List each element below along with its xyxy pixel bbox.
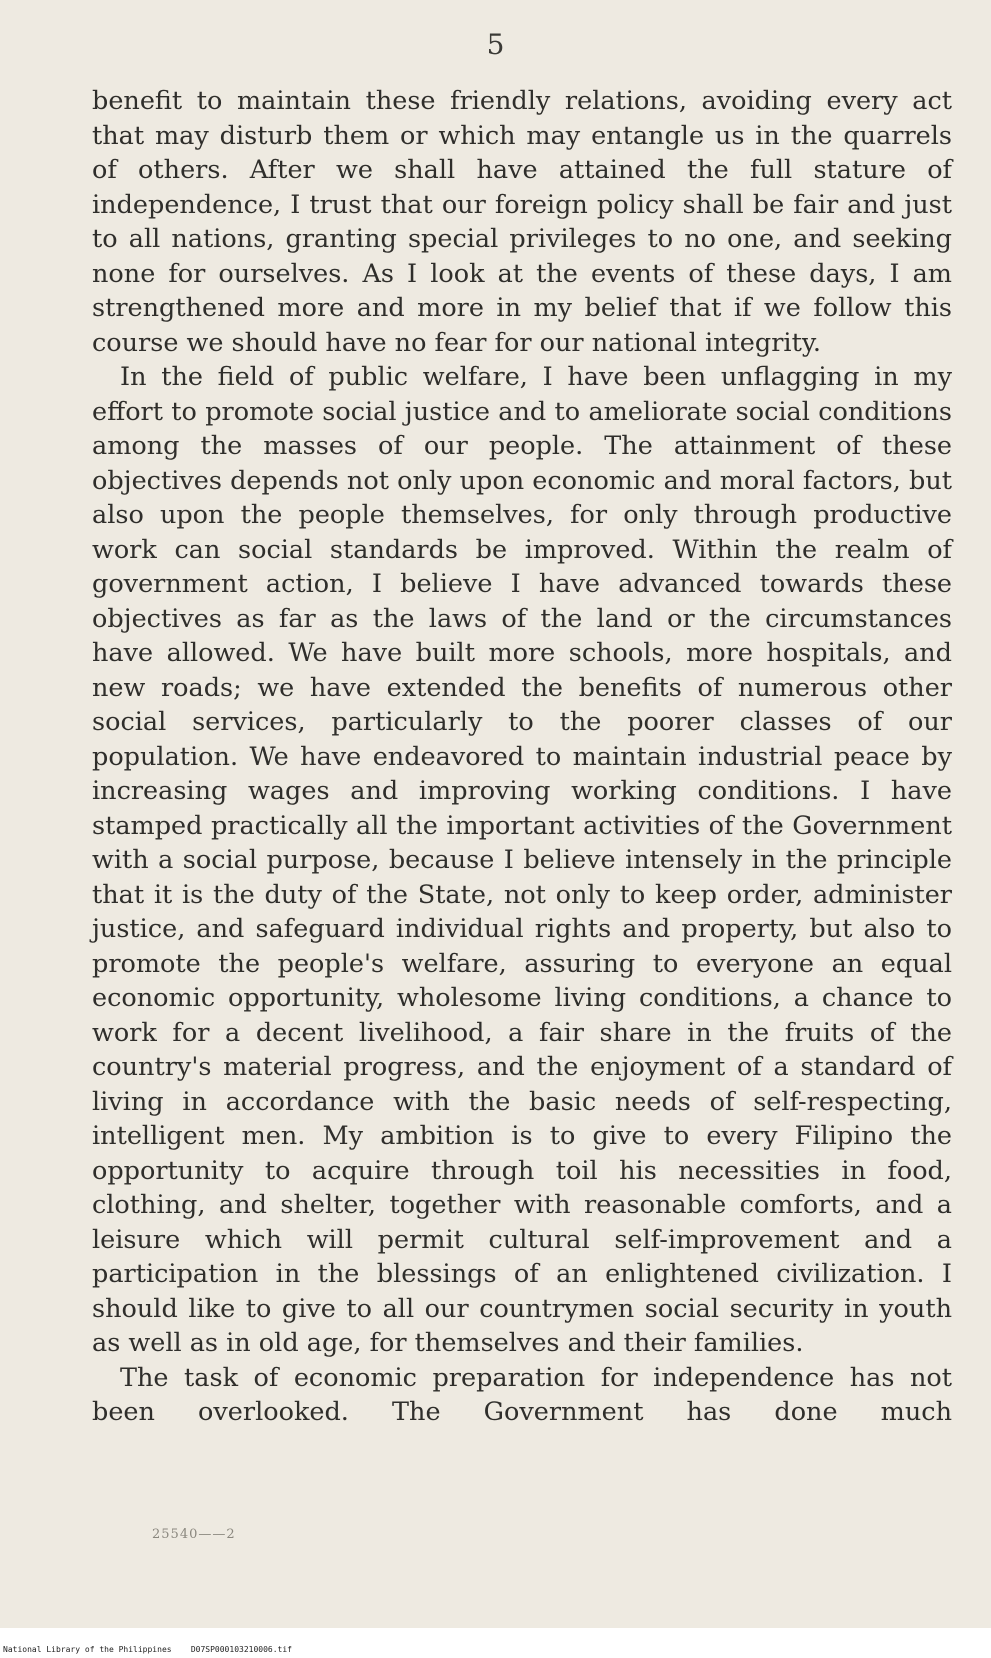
printer-signature-mark: 25540——2 bbox=[152, 1527, 236, 1542]
paragraph-foreign-policy: benefit to maintain these friendly relations, avoiding every act that may disturb them or which may entangle us in the quarrels of others. After we shall have attained the full stature of independence, I trust that our foreign policy shall be fair and just to all nations, granting special privileges to no one, and seeking none for ourselves. As I look at the events of these days, I am strengthened more and more in my belief that if we follow this course we should have no fear for our national integrity. bbox=[92, 86, 952, 358]
footer-source: National Library of the Philippines bbox=[3, 1645, 172, 1654]
paragraph-economic-preparation: The task of economic preparation for independence has not been overlooked. The Government has done much bbox=[92, 1362, 952, 1427]
footer-file-id: D07SP000103210006.tif bbox=[190, 1645, 292, 1654]
page-number: 5 bbox=[486, 28, 505, 61]
scan-footer-text bbox=[3, 1645, 292, 1654]
paragraph-public-welfare: In the field of public welfare, I have been unflagging in my effort to promote social justice and to ameliorate social conditions among the masses of our people. The attainment of these objectives depends not only upon economic and moral factors, but also upon the people themselves, for only through productive work can social standards be improved. Within the realm of government action, I believe I have advanced towards these objectives as far as the laws of the land or the circumstances have allowed. We have built more schools, more hospitals, and new roads; we have extended the benefits of numerous other social services, particularly to the poorer classes of our population. We have endeavored to maintain industrial peace by increasing wages and improving working conditions. I have stamped practically all the important activities of the Government with a social purpose, because I believe intensely in the principle that it is the duty of the State, not only to keep order, administer justice, and safeguard individual rights and property, but also to promote the people's welfare, assuring to everyone an equal economic opportunity, wholesome living conditions, a chance to work for a decent livelihood, a fair share in the fruits of the country's material progress, and the enjoyment of a standard of living in accordance with the basic needs of self-respecting, intelligent men. My ambition is to give to every Filipino the opportunity to acquire through toil his necessities in food, clothing, and shelter, together with reasonable comforts, and a leisure which will permit cultural self-improvement and a participation in the blessings of an enlightened civilization. I should like to give to all our countrymen social security in youth as well as in old age, for themselves and their families. bbox=[92, 362, 952, 1358]
body-text bbox=[92, 84, 952, 1430]
